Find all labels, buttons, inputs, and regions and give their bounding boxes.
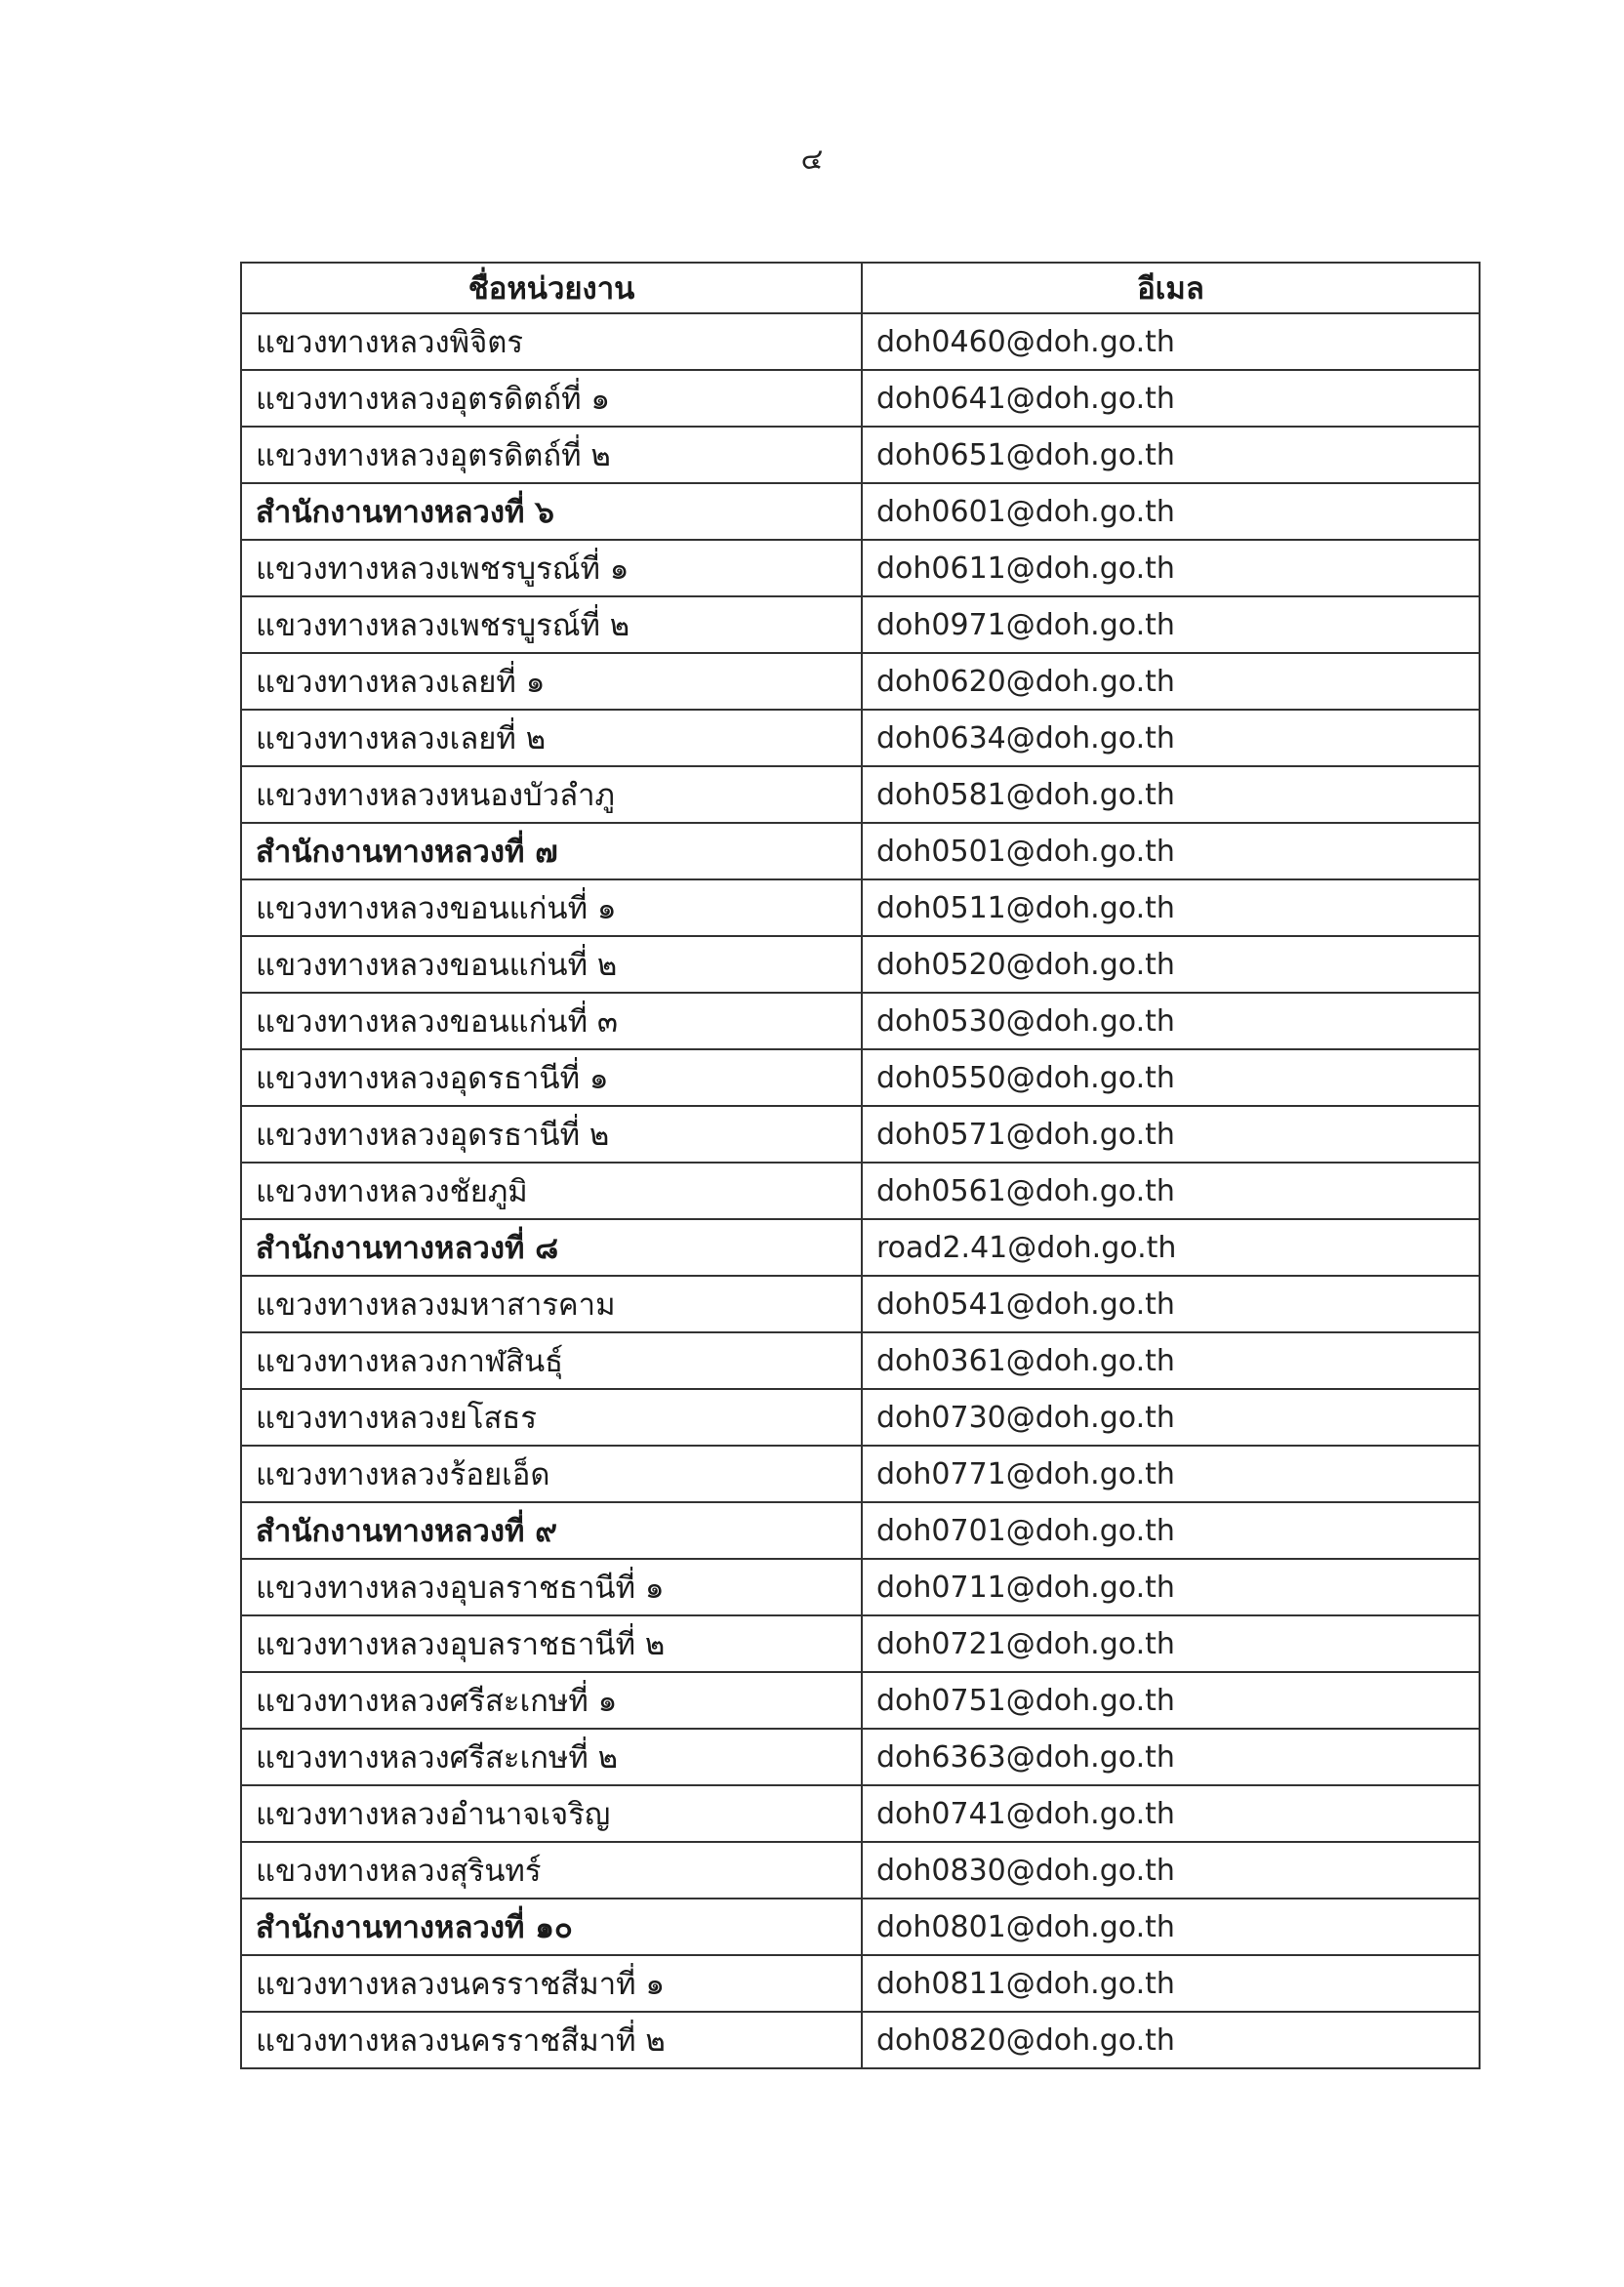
agency-name-cell: แขวงทางหลวงนครราชสีมาที่ ๒: [241, 2012, 862, 2068]
table-row: [241, 596, 1480, 653]
table-row: [241, 1446, 1480, 1502]
email-cell: doh0511@doh.go.th: [862, 879, 1480, 936]
email-cell: doh0561@doh.go.th: [862, 1163, 1480, 1219]
email-cell: doh0830@doh.go.th: [862, 1842, 1480, 1899]
agency-name-cell: สำนักงานทางหลวงที่ ๘: [241, 1219, 862, 1276]
table-row: [241, 1276, 1480, 1332]
table-row: [241, 540, 1480, 596]
agency-name-cell: แขวงทางหลวงหนองบัวลำภู: [241, 766, 862, 823]
email-cell: doh0601@doh.go.th: [862, 483, 1480, 540]
email-cell: doh0501@doh.go.th: [862, 823, 1480, 879]
agency-name-cell: แขวงทางหลวงสุรินทร์: [241, 1842, 862, 1899]
email-cell: doh0460@doh.go.th: [862, 313, 1480, 370]
agency-name-cell: แขวงทางหลวงยโสธร: [241, 1389, 862, 1446]
email-cell: doh0530@doh.go.th: [862, 993, 1480, 1049]
agency-name-cell: แขวงทางหลวงชัยภูมิ: [241, 1163, 862, 1219]
agency-name-cell: แขวงทางหลวงศรีสะเกษที่ ๒: [241, 1729, 862, 1785]
agency-name-cell: แขวงทางหลวงอุดรธานีที่ ๒: [241, 1106, 862, 1163]
agency-name-cell: แขวงทางหลวงมหาสารคาม: [241, 1276, 862, 1332]
email-cell: doh0541@doh.go.th: [862, 1276, 1480, 1332]
agency-name-cell: แขวงทางหลวงเลยที่ ๑: [241, 653, 862, 710]
header-email: อีเมล: [862, 263, 1480, 313]
email-cell: doh0811@doh.go.th: [862, 1955, 1480, 2012]
email-cell: doh0971@doh.go.th: [862, 596, 1480, 653]
table-row: [241, 1502, 1480, 1559]
agency-name-cell: แขวงทางหลวงขอนแก่นที่ ๒: [241, 936, 862, 993]
email-cell: road2.41@doh.go.th: [862, 1219, 1480, 1276]
email-cell: doh0620@doh.go.th: [862, 653, 1480, 710]
agency-name-cell: แขวงทางหลวงเพชรบูรณ์ที่ ๑: [241, 540, 862, 596]
table-row: [241, 1842, 1480, 1899]
email-cell: doh0741@doh.go.th: [862, 1785, 1480, 1842]
agency-name-cell: แขวงทางหลวงร้อยเอ็ด: [241, 1446, 862, 1502]
table-row: [241, 1106, 1480, 1163]
table-row: [241, 1163, 1480, 1219]
table-row: [241, 1899, 1480, 1955]
email-cell: doh0634@doh.go.th: [862, 710, 1480, 766]
table-row: [241, 766, 1480, 823]
agency-name-cell: แขวงทางหลวงเพชรบูรณ์ที่ ๒: [241, 596, 862, 653]
email-cell: doh0571@doh.go.th: [862, 1106, 1480, 1163]
email-cell: doh0711@doh.go.th: [862, 1559, 1480, 1615]
email-cell: doh0801@doh.go.th: [862, 1899, 1480, 1955]
table-row: [241, 653, 1480, 710]
table-row: [241, 993, 1480, 1049]
table-row: [241, 879, 1480, 936]
table-row: [241, 1049, 1480, 1106]
table-row: [241, 1955, 1480, 2012]
table-row: [241, 313, 1480, 370]
email-cell: doh0581@doh.go.th: [862, 766, 1480, 823]
email-cell: doh0550@doh.go.th: [862, 1049, 1480, 1106]
agency-name-cell: แขวงทางหลวงอุบลราชธานีที่ ๒: [241, 1615, 862, 1672]
table-row: [241, 1729, 1480, 1785]
table-row: [241, 1785, 1480, 1842]
email-cell: doh0701@doh.go.th: [862, 1502, 1480, 1559]
table-row: [241, 2012, 1480, 2068]
email-cell: doh0651@doh.go.th: [862, 427, 1480, 483]
table-row: [241, 1332, 1480, 1389]
email-cell: doh0730@doh.go.th: [862, 1389, 1480, 1446]
agency-name-cell: สำนักงานทางหลวงที่ ๖: [241, 483, 862, 540]
email-cell: doh0721@doh.go.th: [862, 1615, 1480, 1672]
agency-name-cell: แขวงทางหลวงพิจิตร: [241, 313, 862, 370]
email-cell: doh0520@doh.go.th: [862, 936, 1480, 993]
agency-name-cell: แขวงทางหลวงอุดรธานีที่ ๑: [241, 1049, 862, 1106]
agency-name-cell: แขวงทางหลวงศรีสะเกษที่ ๑: [241, 1672, 862, 1729]
table-row: [241, 483, 1480, 540]
email-cell: doh6363@doh.go.th: [862, 1729, 1480, 1785]
table-header-row: [241, 263, 1480, 313]
contact-table: [240, 262, 1481, 2069]
email-cell: doh0611@doh.go.th: [862, 540, 1480, 596]
table-row: [241, 1219, 1480, 1276]
header-agency-name: ชื่อหน่วยงาน: [241, 263, 862, 313]
table-row: [241, 1615, 1480, 1672]
table-row: [241, 710, 1480, 766]
agency-name-cell: สำนักงานทางหลวงที่ ๗: [241, 823, 862, 879]
page-number: ๔: [800, 143, 824, 177]
table-row: [241, 1559, 1480, 1615]
agency-name-cell: สำนักงานทางหลวงที่ ๑๐: [241, 1899, 862, 1955]
agency-name-cell: แขวงทางหลวงขอนแก่นที่ ๑: [241, 879, 862, 936]
email-cell: doh0820@doh.go.th: [862, 2012, 1480, 2068]
email-cell: doh0641@doh.go.th: [862, 370, 1480, 427]
agency-name-cell: แขวงทางหลวงอุตรดิตถ์ที่ ๑: [241, 370, 862, 427]
agency-name-cell: สำนักงานทางหลวงที่ ๙: [241, 1502, 862, 1559]
email-cell: doh0361@doh.go.th: [862, 1332, 1480, 1389]
agency-name-cell: แขวงทางหลวงขอนแก่นที่ ๓: [241, 993, 862, 1049]
email-cell: doh0771@doh.go.th: [862, 1446, 1480, 1502]
table-body: [241, 313, 1480, 2068]
table-row: [241, 1672, 1480, 1729]
table-row: [241, 370, 1480, 427]
agency-name-cell: แขวงทางหลวงกาฬสินธุ์: [241, 1332, 862, 1389]
agency-name-cell: แขวงทางหลวงอุตรดิตถ์ที่ ๒: [241, 427, 862, 483]
table-row: [241, 427, 1480, 483]
agency-name-cell: แขวงทางหลวงนครราชสีมาที่ ๑: [241, 1955, 862, 2012]
table-row: [241, 823, 1480, 879]
agency-name-cell: แขวงทางหลวงเลยที่ ๒: [241, 710, 862, 766]
table-row: [241, 1389, 1480, 1446]
agency-name-cell: แขวงทางหลวงอุบลราชธานีที่ ๑: [241, 1559, 862, 1615]
email-cell: doh0751@doh.go.th: [862, 1672, 1480, 1729]
agency-name-cell: แขวงทางหลวงอำนาจเจริญ: [241, 1785, 862, 1842]
table-row: [241, 936, 1480, 993]
